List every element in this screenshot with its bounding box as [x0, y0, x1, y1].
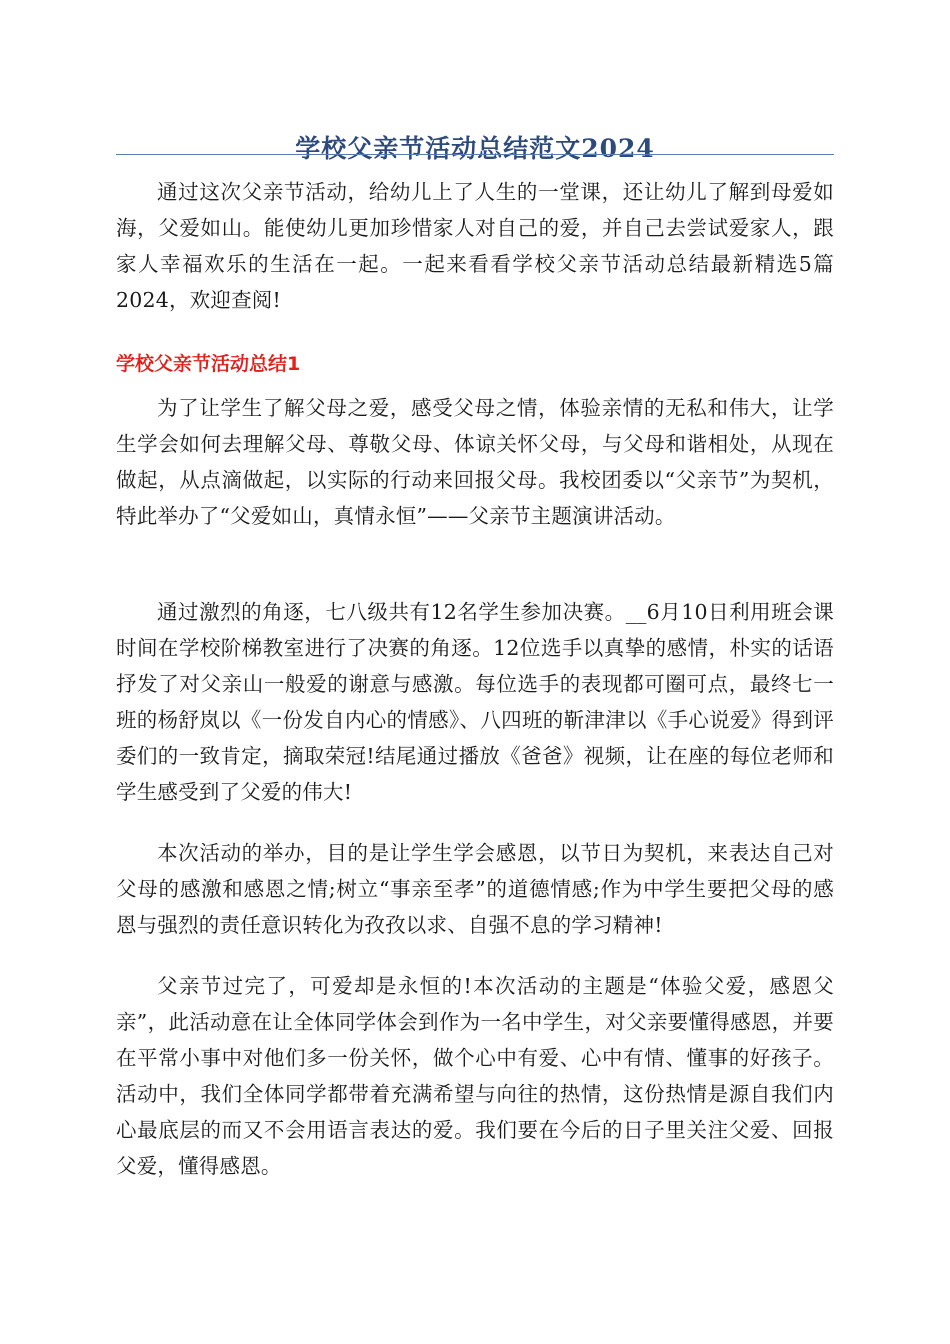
- body-paragraph-3: 本次活动的举办，目的是让学生学会感恩，以节日为契机，来表达自己对父母的感激和感恩之情;树立“事亲至孝”的道德情感;作为中学生要把父母的感恩与强烈的责任意识转化为孜孜以求、自强不息的学习精神!: [116, 841, 834, 937]
- body-paragraph-2: 通过激烈的角逐，七八级共有12名学生参加决赛。__6月10日利用班会课时间在学校阶梯教室进行了决赛的角逐。12位选手以真挚的感情，朴实的话语抒发了对父亲山一般爱的谢意与感激。每位选手的表现都可圈可点，最终七一班的杨舒岚以《一份发自内心的情感》、八四班的靳津津以《手心说爱》得到评委们的一致肯定，摘取荣冠!结尾通过播放《爸爸》视频，让在座的每位老师和学生感受到了父爱的伟大!: [116, 600, 834, 804]
- title-divider: [116, 154, 834, 155]
- body-paragraph-4: 父亲节过完了，可爱却是永恒的!本次活动的主题是“体验父爱，感恩父亲”，此活动意在让全体同学体会到作为一名中学生，对父亲要懂得感恩，并要在平常小事中对他们多一份关怀，做个心中有爱、心中有情、懂事的好孩子。活动中，我们全体同学都带着充满希望与向往的热情，这份热情是源自我们内心最底层的而又不会用语言表达的爱。我们要在今后的日子里关注父爱、回报父爱，懂得感恩。: [116, 974, 834, 1178]
- section-heading: 学校父亲节活动总结1: [116, 353, 301, 375]
- body-paragraph-1: 为了让学生了解父母之爱，感受父母之情，体验亲情的无私和伟大，让学生学会如何去理解父母、尊敬父母、体谅关怀父母，与父母和谐相处，从现在做起，从点滴做起，以实际的行动来回报父母。我校团委以“父亲节”为契机，特此举办了“父爱如山，真情永恒”——父亲节主题演讲活动。: [116, 396, 834, 528]
- intro-paragraph: 通过这次父亲节活动，给幼儿上了人生的一堂课，还让幼儿了解到母爱如海，父爱如山。能使幼儿更加珍惜家人对自己的爱，并自己去尝试爱家人，跟家人幸福欢乐的生活在一起。一起来看看学校父亲节活动总结最新精选5篇2024，欢迎查阅!: [116, 180, 834, 312]
- document-title: 学校父亲节活动总结范文2024: [295, 133, 655, 163]
